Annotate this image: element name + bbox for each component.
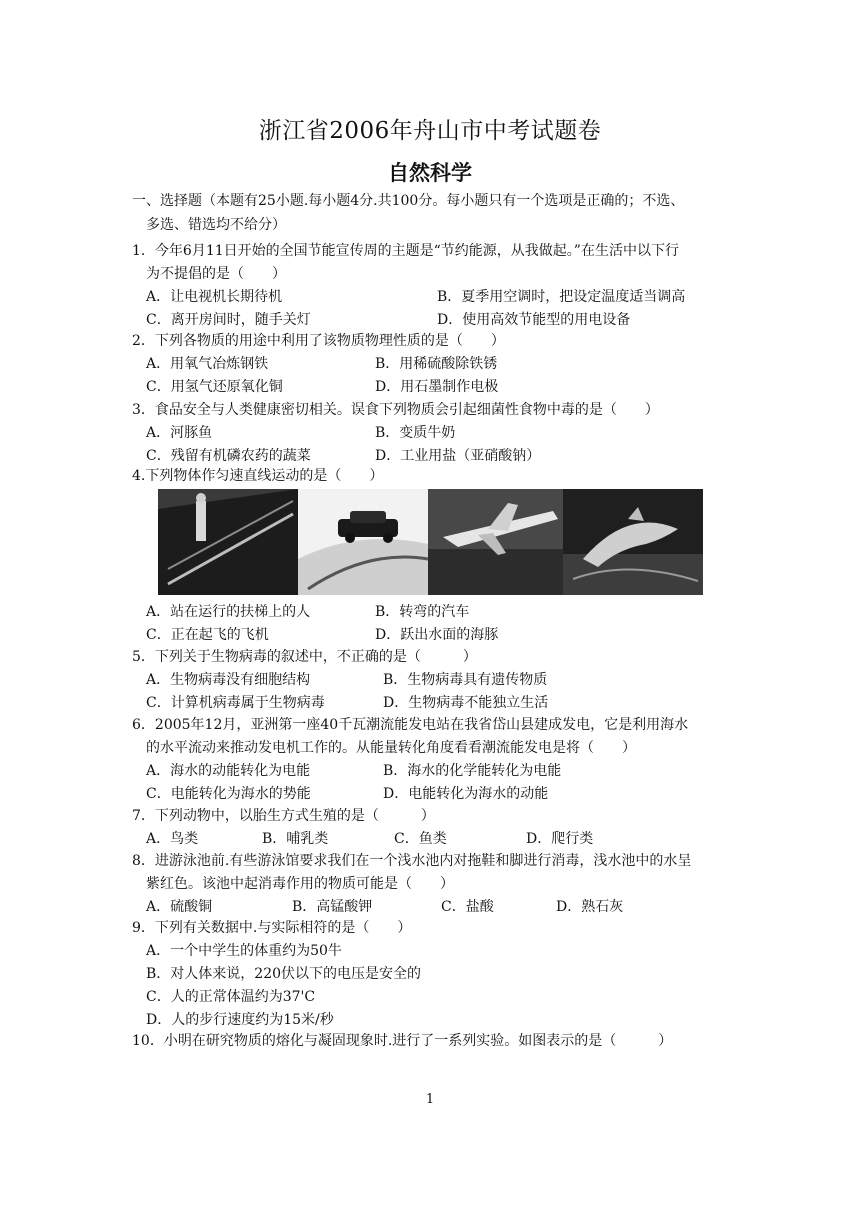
question-6-stem-cont: 的水平流动来推动发电机工作的。从能量转化角度看看潮流能发电是将（ ） xyxy=(146,740,636,756)
question-1-stem-cont: 为不提倡的是（ ） xyxy=(146,266,286,282)
question-5-option-a: A．生物病毒没有细胞结构 xyxy=(146,672,311,688)
section-instructions-line2: 多选、错选均不给分） xyxy=(146,217,286,233)
question-4-photo-strip xyxy=(158,489,703,595)
question-4-option-b: B．转弯的汽车 xyxy=(375,604,470,620)
question-1-option-c: C．离开房间时，随手关灯 xyxy=(146,312,311,328)
question-9-stem: 9．下列有关数据中.与实际相符的是（ ） xyxy=(132,920,412,936)
question-8-stem: 8．进游泳池前.有些游泳馆要求我们在一个浅水池内对拖鞋和脚进行消毒，浅水池中的水呈 xyxy=(132,853,692,869)
page-title: 浙江省2006年舟山市中考试题卷 xyxy=(258,118,602,144)
question-3-option-b: B．变质牛奶 xyxy=(375,425,456,441)
question-5-option-d: D．生物病毒不能独立生活 xyxy=(383,695,549,711)
question-5-option-b: B．生物病毒具有遗传物质 xyxy=(383,672,548,688)
page-number: 1 xyxy=(425,1092,435,1107)
question-4-stem: 4.下列物体作匀速直线运动的是（ ） xyxy=(132,468,384,484)
question-1-option-b: B．夏季用空调时，把设定温度适当调高 xyxy=(437,289,686,305)
question-5-stem: 5．下列关于生物病毒的叙述中，不正确的是（ ） xyxy=(132,649,477,665)
question-7-option-b: B．哺乳类 xyxy=(262,831,329,847)
question-9-option-d: D．人的步行速度约为15米/秒 xyxy=(146,1012,334,1028)
question-8-stem-cont: 紫红色。该池中起消毒作用的物质可能是（ ） xyxy=(146,876,454,892)
question-5-option-c: C．计算机病毒属于生物病毒 xyxy=(146,695,325,711)
question-4-option-c: C．正在起飞的飞机 xyxy=(146,627,269,643)
section-instructions-line1: 一、选择题（本题有25小题.每小题4分.共100分。每小题只有一个选项是正确的；不选、 xyxy=(132,193,685,209)
question-9-option-a: A．一个中学生的体重约为50牛 xyxy=(146,943,342,959)
question-2-option-a: A．用氧气冶炼钢铁 xyxy=(146,356,269,372)
question-1-option-d: D．使用高效节能型的用电设备 xyxy=(437,312,631,328)
question-9-option-c: C．人的正常体温约为37'C xyxy=(146,989,316,1005)
question-4-option-d: D．跃出水面的海豚 xyxy=(375,627,499,643)
question-8-option-c: C．盐酸 xyxy=(441,899,494,915)
question-8-option-b: B．高锰酸钾 xyxy=(292,899,373,915)
question-1-option-a: A．让电视机长期待机 xyxy=(146,289,283,305)
question-3-option-a: A．河豚鱼 xyxy=(146,425,213,441)
question-6-option-b: B．海水的化学能转化为电能 xyxy=(383,763,562,779)
question-10-stem: 10．小明在研究物质的熔化与凝固现象时.进行了一系列实验。如图表示的是（ ） xyxy=(132,1033,673,1049)
question-3-option-d: D．工业用盐（亚硝酸钠） xyxy=(375,448,541,464)
question-8-option-a: A．硫酸铜 xyxy=(146,899,213,915)
question-1-stem: 1．今年6月11日开始的全国节能宣传周的主题是“节约能源，从我做起。”在生活中以下行 xyxy=(132,243,679,259)
question-6-option-a: A．海水的动能转化为电能 xyxy=(146,763,311,779)
question-2-option-c: C．用氢气还原氧化铜 xyxy=(146,379,283,395)
motion-photos-image xyxy=(158,489,703,595)
page-subtitle: 自然科学 xyxy=(388,161,472,185)
question-6-stem: 6．2005年12月，亚洲第一座40千瓦潮流能发电站在我省岱山县建成发电，它是利用海水 xyxy=(132,717,689,733)
question-3-option-c: C．残留有机磷农药的蔬菜 xyxy=(146,448,311,464)
question-2-option-b: B．用稀硫酸除铁锈 xyxy=(375,356,498,372)
question-8-option-d: D．熟石灰 xyxy=(556,899,624,915)
question-9-option-b: B．对人体来说，220伏以下的电压是安全的 xyxy=(146,966,422,982)
question-6-option-c: C．电能转化为海水的势能 xyxy=(146,786,311,802)
question-7-option-d: D．爬行类 xyxy=(526,831,594,847)
question-6-option-d: D．电能转化为海水的动能 xyxy=(383,786,549,802)
question-7-stem: 7．下列动物中，以胎生方式生殖的是（ ） xyxy=(132,808,435,824)
question-2-stem: 2．下列各物质的用途中利用了该物质物理性质的是（ ） xyxy=(132,333,505,349)
question-3-stem: 3．食品安全与人类健康密切相关。误食下列物质会引起细菌性食物中毒的是（ ） xyxy=(132,402,659,418)
question-7-option-c: C．鱼类 xyxy=(394,831,447,847)
question-2-option-d: D．用石墨制作电极 xyxy=(375,379,499,395)
question-7-option-a: A．鸟类 xyxy=(146,831,199,847)
question-4-option-a: A．站在运行的扶梯上的人 xyxy=(146,604,311,620)
